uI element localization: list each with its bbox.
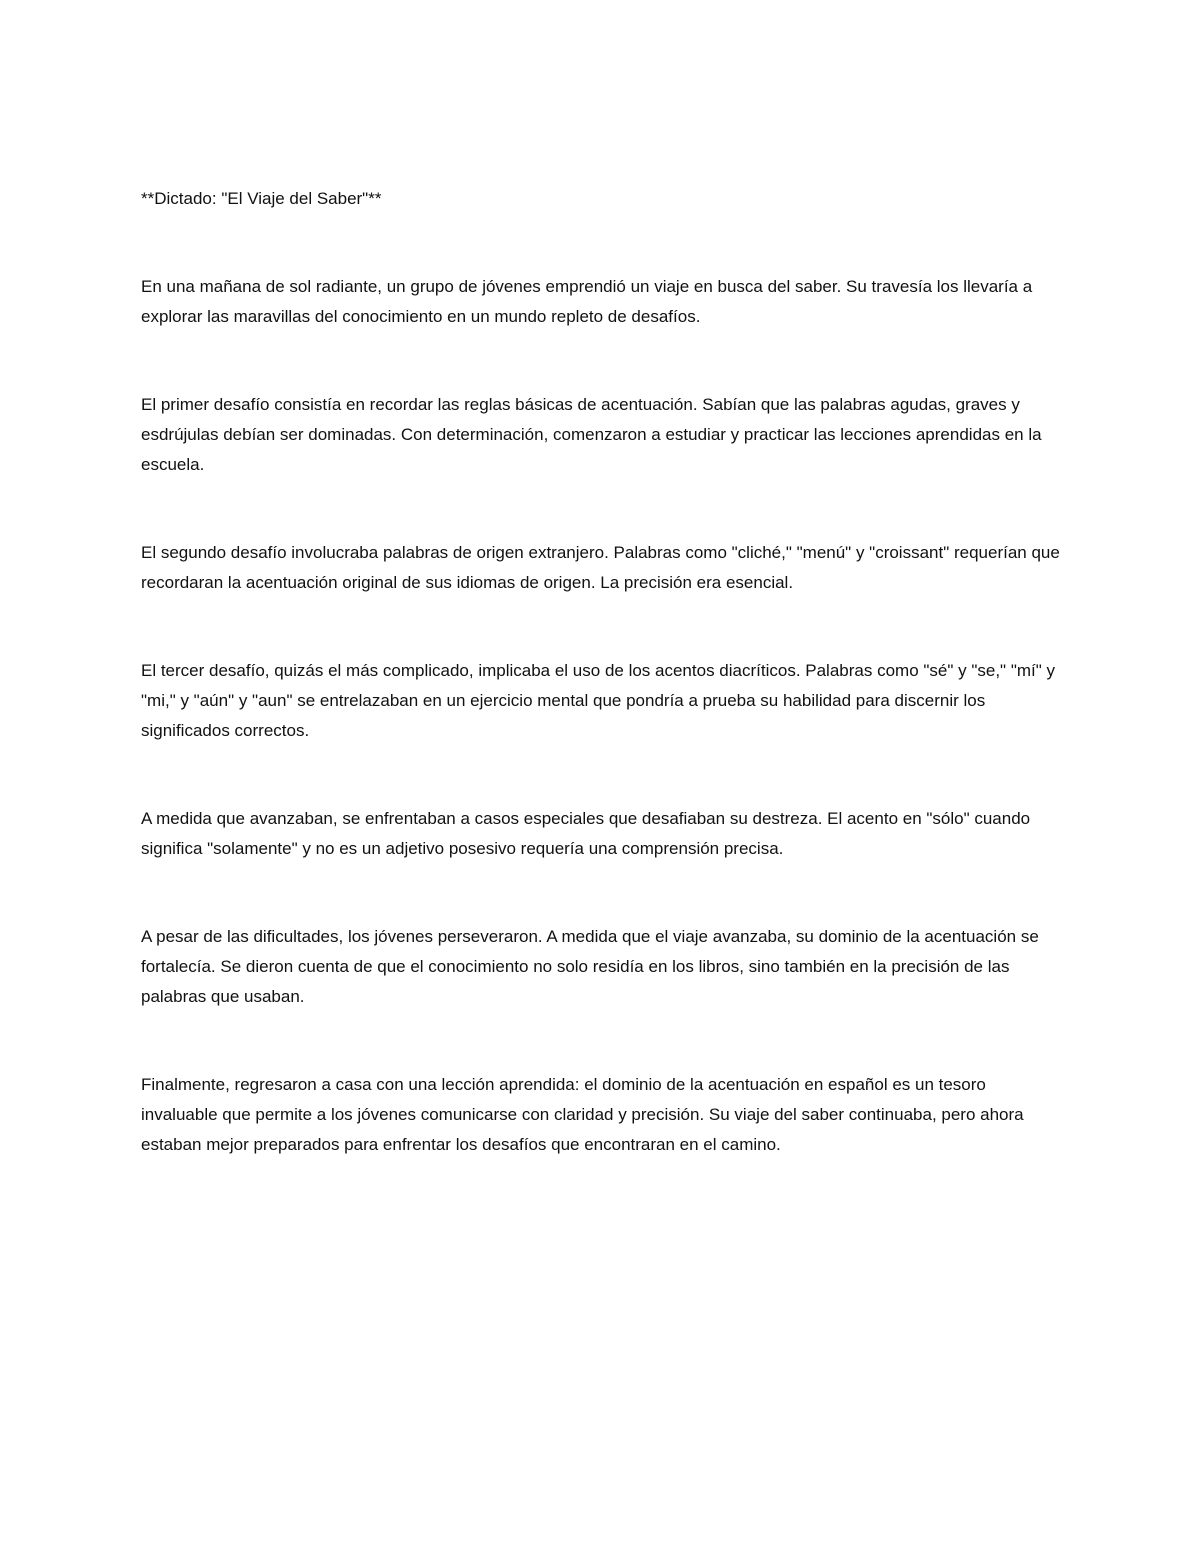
- paragraph-third-challenge: El tercer desafío, quizás el más complicado, implicaba el uso de los acentos diacríticos. Palabras como "sé" y "se," "mí" y "mi," y "aún" y "aun" se entrelazaban en un ejercicio mental que pondría a prueba su habilidad para discernir los significados correctos.: [141, 661, 1055, 740]
- document-title: **Dictado: "El Viaje del Saber"**: [141, 189, 382, 208]
- paragraph-perseverance: A pesar de las dificultades, los jóvenes perseveraron. A medida que el viaje avanzaba, su dominio de la acentuación se fortalecía. Se dieron cuenta de que el conocimiento no solo residía en los libros, sino también en la precisión de las palabras que usaban.: [141, 927, 1039, 1006]
- paragraph-intro: En una mañana de sol radiante, un grupo de jóvenes emprendió un viaje en busca del saber. Su travesía los llevaría a explorar las maravillas del conocimiento en un mundo repleto de desafíos.: [141, 277, 1033, 326]
- paragraph-first-challenge: El primer desafío consistía en recordar las reglas básicas de acentuación. Sabían que las palabras agudas, graves y esdrújulas debían ser dominadas. Con determinación, comenzaron a estudiar y practicar las lecciones aprendidas en la escuela.: [141, 395, 1042, 474]
- paragraph-conclusion: Finalmente, regresaron a casa con una lección aprendida: el dominio de la acentuación en español es un tesoro invaluable que permite a los jóvenes comunicarse con claridad y precisión. Su viaje del saber continuaba, pero ahora estaban mejor preparados para enfrentar los desafíos que encontraran en el camino.: [141, 1075, 1024, 1154]
- document-body: [141, 184, 1063, 1160]
- paragraph-special-cases: A medida que avanzaban, se enfrentaban a casos especiales que desafiaban su destreza. El acento en "sólo" cuando significa "solamente" y no es un adjetivo posesivo requería una comprensión precisa.: [141, 809, 1031, 858]
- paragraph-second-challenge: El segundo desafío involucraba palabras de origen extranjero. Palabras como "cliché," "menú" y "croissant" requerían que recordaran la acentuación original de sus idiomas de origen. La precisión era esencial.: [141, 543, 1060, 592]
